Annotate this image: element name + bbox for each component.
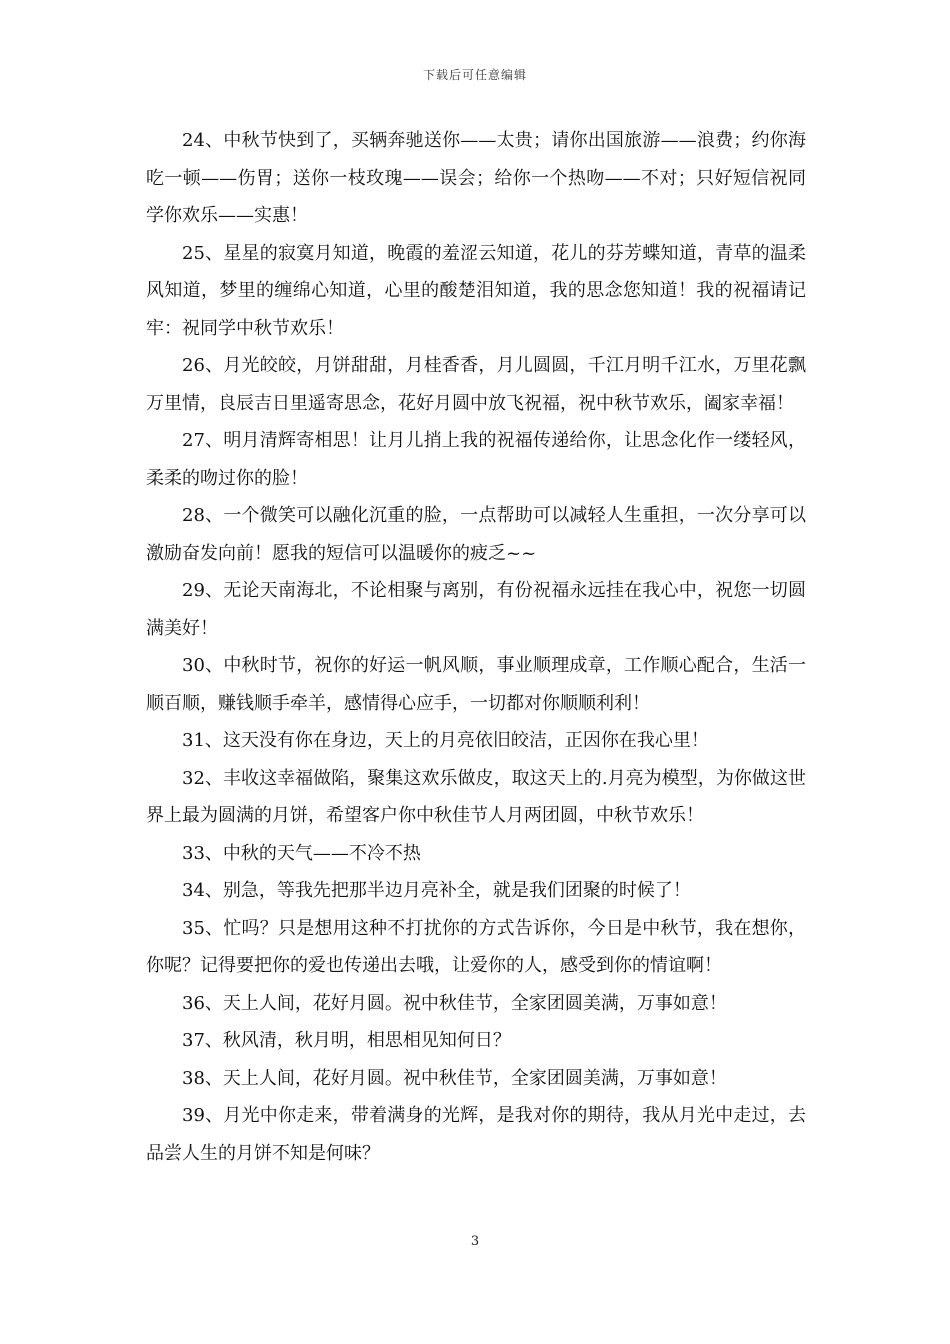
paragraph-27: 27、明月清辉寄相思！让月儿捎上我的祝福传递给你，让思念化作一缕轻风，柔柔的吻过你的脸！ [146, 430, 806, 489]
paragraph-32: 32、丰收这幸福做陷，聚集这欢乐做皮，取这天上的.月亮为模型，为你做这世界上最为圆满的月饼，希望客户你中秋佳节人月两团圆，中秋节欢乐！ [146, 767, 806, 826]
paragraph-25: 25、星星的寂寞月知道，晚霞的羞涩云知道，花儿的芬芳蝶知道，青草的温柔风知道，梦里的缠绵心知道，心里的酸楚泪知道，我的思念您知道！我的祝福请记牢：祝同学中秋节欢乐！ [146, 242, 806, 339]
paragraph-36: 36、天上人间，花好月圆。祝中秋佳节，全家团圆美满，万事如意！ [182, 992, 727, 1014]
paragraph-34: 34、别急，等我先把那半边月亮补全，就是我们团聚的时候了！ [182, 880, 691, 901]
paragraph-28: 28、一个微笑可以融化沉重的脸，一点帮助可以减轻人生重担，一次分享可以激励奋发向前！愿我的短信可以温暖你的疲乏~~ [146, 505, 806, 564]
page-number: 3 [470, 1234, 480, 1249]
paragraph-38: 38、天上人间，花好月圆。祝中秋佳节，全家团圆美满，万事如意！ [182, 1067, 727, 1089]
paragraph-35: 35、忙吗？只是想用这种不打扰你的方式告诉你，今日是中秋节，我在想你，你呢？记得要把你的爱也传递出去哦，让爱你的人，感受到你的情谊啊！ [146, 917, 806, 976]
paragraph-33: 33、中秋的天气——不冷不热 [182, 842, 421, 864]
paragraph-37: 37、秋风清，秋月明，相思相见知何日？ [182, 1030, 511, 1051]
document-body [146, 122, 806, 1172]
page-header: 下载后可任意编辑 [422, 68, 527, 82]
paragraph-31: 31、这天没有你在身边，天上的月亮依旧皎洁，正因你在我心里！ [182, 730, 709, 751]
paragraph-30: 30、中秋时节，祝你的好运一帆风顺，事业顺理成章，工作顺心配合，生活一顺百顺，赚钱顺手牵羊，感情得心应手，一切都对你顺顺利利！ [146, 655, 806, 714]
paragraph-39: 39、月光中你走来，带着满身的光辉，是我对你的期待，我从月光中走过，去品尝人生的月饼不知是何味？ [146, 1105, 806, 1164]
paragraph-24: 24、中秋节快到了，买辆奔驰送你——太贵；请你出国旅游——浪费；约你海吃一顿——伤胃；送你一枝玫瑰——误会；给你一个热吻——不对；只好短信祝同学你欢乐——实惠！ [146, 130, 806, 226]
paragraph-29: 29、无论天南海北，不论相聚与离别，有份祝福永远挂在我心中，祝您一切圆满美好！ [146, 580, 806, 639]
paragraph-26: 26、月光皎皎，月饼甜甜，月桂香香，月儿圆圆，千江月明千江水，万里花飘万里情，良辰吉日里遥寄思念，花好月圆中放飞祝福，祝中秋节欢乐，阖家幸福！ [146, 355, 806, 414]
